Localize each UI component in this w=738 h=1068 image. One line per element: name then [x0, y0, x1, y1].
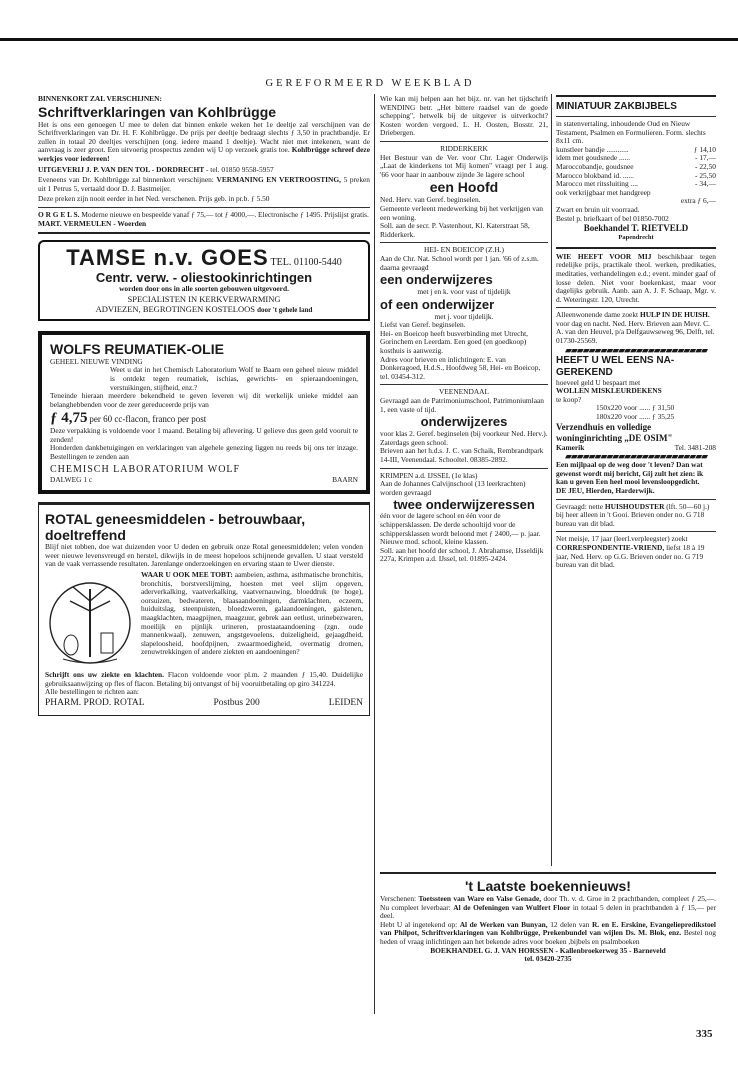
- tamse-line1: Centr. verw. - oliestookinrichtingen: [95, 270, 313, 286]
- mini-p3: Zwart en bruin uit voorraad.: [556, 204, 640, 214]
- rotal-p1: Blijf niet tobben, doe wat duizenden voor U deden en gebruik onze Rotal geneesmiddelen; velen vonden weer nieuwe levensvreugd en herstel, dikwijls in de meest hopeloos schijnende gevallen. U staat versteld van de vaak verrassende resultaten. Jarenlange onderzoekingen en ervaring staan te Uwer dienste.: [45, 542, 363, 569]
- osim-city: Kamerik: [556, 442, 585, 452]
- veen-p2: voor klas 2. Geref. beginselen (bij voorkeur Ned. Herv.). Zaterdags geen school.: [380, 429, 548, 447]
- corr-p1: Net meisje, 17 jaar (leerl.verpleegster) zoekt: [556, 534, 688, 544]
- rotal-emblem-icon: [45, 571, 135, 671]
- laatste-p1a: Verschenen:: [380, 894, 417, 903]
- osim-row2: 180x220 voor ...... ƒ 35,25: [596, 412, 675, 422]
- wolf-sub: GEHEEL NIEUWE VINDING: [50, 356, 143, 366]
- rotal-p2: aambeien, asthma, asthmatische bronchitis, bronchitis, borstverslijming, hoesten met veel slijm opgeven, aderverkalking, vaatverkalking, vaatvernauwing, bloeddruk (te hoge), oorsuizen, bedwateren, blaasaandoeningen, darmklachten, eczeem, huiduitslag, steenpuisten, bloedzweren, galaandoeningen, galstenen, maagklachten, maagpijnen, maagzuur, gebrek aan eetlust, urinebezwaren, moeilijk en pijnlijk urineren, prostaataandoening (zgn. oude mannenkwaal), zenuwen, angstgevoelens, duizeligheid, gejaagdheid, slapeloosheid, hoofdpijnen, zwaarmoedigheid, overmatig dromen, zenuwtrekkingen of andere ziekten en aandoeningen?: [141, 570, 363, 657]
- kohl-second: Eveneens van Dr. Kohlbrügge zal binnenkort verschijnen:: [38, 175, 214, 185]
- page-number: 335: [696, 1028, 713, 1040]
- kohl-publisher: UITGEVERIJ J. P. VAN DEN TOL - DORDRECHT: [38, 164, 205, 174]
- wolf-price: ƒ 4,75: [50, 410, 88, 427]
- wolf-price-rest: per 60 cc-flacon, franco per post: [89, 414, 207, 425]
- ridd-heading: RIDDERKERK: [440, 143, 488, 153]
- wie-p: beschikbaar tegen redelijke prijs, practikale theol. werken, predikaties, meditaties, verhandelingen e.d.; event. minder gaaf of losse delen. Niet voor boekenkast, maar voor dagelijks gebruik. Aanb. aan A. J. F. Schaap, Mgr. v. d. Weteringstr. 120, Utrecht.: [556, 251, 716, 304]
- jeu-bold: DE JEU, Hierden, Harderwijk.: [556, 486, 655, 495]
- hei-big1: een onderwijzeres: [380, 272, 493, 288]
- tamse-ad: [38, 240, 370, 321]
- column-rule: [374, 94, 375, 1014]
- tamse-line2: worden door ons in alle soorten gebouwen uitgevoerd.: [119, 284, 289, 294]
- huis-p1: Gevraagd: nette: [556, 501, 603, 511]
- kohl-kicker: BINNENKORT ZAL VERSCHIJNEN:: [38, 94, 162, 103]
- hei-heading: HEI- EN BOEICOP (Z.H.): [424, 245, 504, 255]
- veen-p3: Brieven aan het h.d.s. J. C. van Schaik, Rembrandtpark 14-III, Veenendaal. Schooltel. 08385-2892.: [380, 446, 544, 464]
- wolf-p4: Honderden dankbetuigingen en verklaringen van algehele genezing liggen nu reeds bij ons ter inzage. Bestellingen te zenden aan: [50, 443, 358, 462]
- hulp-p2: voor dag en nacht. Ned. Herv. Brieven aan Mevr. C. A. van den Heuvel, p/a Delfgauwseweg 96, Delft, tel. 01730-25569.: [556, 318, 715, 346]
- laatste-boekennieuws: [380, 872, 716, 964]
- laatste-p1e: in totaal 5 delen in prachtbanden à ƒ 15,— per deel.: [380, 902, 716, 921]
- laatste-p1d: Al de Oefeningen van Wulfert Floor: [453, 902, 571, 912]
- kohl-title: Schriftverklaringen van Kohlbrügge: [38, 103, 277, 120]
- rotal-p3: Flacon voldoende voor pl.m. 2 maanden ƒ 15,40. Duidelijke gebruiksaanwijzing op fles of flacon. Betaling bij ontvangst of bij vooruitbetaling op giro 341224.: [45, 670, 363, 688]
- wending-ad: Wie kan mij helpen aan het bijz. nr. van het tijdschrift WENDING betr. „Het bittere raadsel van de goede schepping", hetwelk bij de uitgever is uitverkocht? Kosten worden vergoed. L. H. Oosten, Bosstr. 21, Driebergen.: [380, 94, 548, 138]
- laatste-p1c: door Th. v. d. Groe in 2 prachtbanden, compleet ƒ 25,—. Nu compleet leverbaar:: [380, 894, 716, 912]
- wolf-p1: Weet u dat in het Chemisch Laboratorium Wolf te Baarn een geheel nieuw middel is ontdekt tegen reumatiek, ischias, gewrichts- en spieraandoeningen, verstuikingen, stijfheid, enz.?: [110, 365, 358, 392]
- kohl-tel: - tel. 01850 9558-5957: [205, 164, 274, 174]
- tamse-name: TAMSE n.v. GOES: [66, 245, 269, 271]
- price-item: Maroccobandje, goudsnee: [556, 161, 634, 171]
- wie-bold: WIE HEEFT VOOR MIJ: [556, 251, 652, 261]
- hei-p: Aan de Chr. Nat. School wordt per 1 jan. '66 of z.s.m. daarna gevraagd: [380, 253, 539, 272]
- rotal-addr2: Postbus 200: [213, 697, 260, 708]
- orgels-name: MART. VERMEULEN - Woerden: [38, 218, 147, 228]
- wolf-addr: DALWEG 1 c: [50, 474, 93, 484]
- laatste-p2b: Al de Werken van Bunyan,: [459, 919, 548, 929]
- huis-bold: HUISHOUDSTER: [604, 501, 665, 511]
- tamse-tel: TEL. 01100-5440: [270, 257, 342, 269]
- price-item: kunstleer bandje ............: [556, 144, 629, 154]
- krimp-p: Aan de Johannes Calvijnschool (13 leerkrachten) worden gevraagd: [380, 479, 526, 497]
- laatste-p2d: R. en E. Erskine, Evangeliepredikstoel van Philpot, Schriftverklaringen van Kohlbrügge, Prekenbundel van wijlen Ds. M. Blok, enz.: [380, 919, 716, 938]
- ridd-p: Het Bestuur van de Ver. voor Chr. Lager Onderwijs „Laat de kinderkens tot Mij komen" vraagt per 1 aug. '66 voor haar in aanbouw zijnde 3e lagere school: [380, 152, 548, 179]
- mini-city: Papendrecht: [618, 234, 654, 242]
- osim-tel: Tel. 3481-208: [674, 442, 716, 452]
- wolf-city: BAARN: [332, 474, 358, 484]
- krimp-p3: Soll. aan het hoofd der school, J. Abrahamse, IJsseldijk 227a, Krimpen a.d. IJssel, tel. 01895-2424.: [380, 545, 544, 564]
- laatste-p2c: 12 delen van: [550, 919, 590, 929]
- price-value: - 17,—: [695, 153, 716, 163]
- osim-bold: WOLLEN MISKLEURDEKENS: [556, 386, 662, 396]
- kohl-second-rest: 5 preken uit 1 Petrus 5, vertaald door D. J. Bastmeijer.: [38, 175, 370, 193]
- page-header: GEREFORMEERD WEEKBLAD: [265, 78, 475, 89]
- rotal-lead: WAAR U OOK MEE TOBT:: [141, 570, 233, 580]
- osim-p: hoeveel geld U bespaart met: [556, 377, 641, 387]
- middle-column: [380, 95, 548, 564]
- kohl-note: Deze preken zijn nooit eerder in het Ned. verschenen. Prijs geb. in pr.b. ƒ 5.50: [38, 194, 270, 204]
- mini-p2: ook verkrijgbaar met handgreep: [556, 187, 651, 197]
- wolf-title: WOLFS REUMATIEK-OLIE: [50, 340, 224, 357]
- ridd-p3: Gemeente verleent medewerking bij het verkrijgen van een woning.: [380, 203, 543, 222]
- osim-big: Verzendhuis en volledige woninginrichting „DE OSIM": [556, 421, 673, 443]
- wolf-p3: Deze verpakking is voldoende voor 1 maand. Betaling bij aflevering. U gelieve dus geen geld vooruit te zenden!: [50, 426, 358, 444]
- price-item: idem met goudsnede ......: [556, 153, 631, 163]
- rotal-title: ROTAL geneesmiddelen - betrouwbaar, doeltreffend: [45, 511, 306, 544]
- hei-big2: of een onderwijzer: [380, 296, 495, 312]
- laatste-title: 't Laatste boekennieuws!: [465, 878, 631, 894]
- right-column: [556, 95, 716, 570]
- hei-p6: Adres voor brieven en inlichtingen: E. van Donkeragoed, H.d.S., Hoofdweg 58, Hei- en Boeicop, tel. 03454-312.: [380, 354, 541, 381]
- krimp-heading: KRIMPEN a.d. IJSSEL: [380, 470, 450, 480]
- price-value: - 22,50: [695, 161, 716, 171]
- osim-row1: 150x220 voor ...... ƒ 31,50: [596, 403, 675, 413]
- wolf-lab: CHEMISCH LABORATORIUM WOLF: [50, 463, 241, 475]
- veen-heading: VEENENDAAL: [438, 387, 490, 397]
- mini-heading: MINIATUUR ZAKBIJBELS: [556, 101, 677, 112]
- wolf-p2: Teneinde hieraan meerdere bekendheid te geven leveren wij dit werkelijk unieke middel aan belanghebbenden voor de zeer gereduceerde prijs van: [50, 391, 358, 409]
- column-rule: [551, 94, 552, 866]
- kohl-second-title: VERMANING EN VERTROOSTING,: [216, 175, 341, 185]
- laatste-tel: tel. 03420-2735: [524, 954, 572, 964]
- rotal-addr3: LEIDEN: [328, 697, 363, 708]
- rotal-ad: [38, 502, 370, 716]
- orgels-lead: O R G E L S.: [38, 209, 80, 219]
- orgels-text: Moderne nieuwe en bespeelde vanaf ƒ 75,— tot ƒ 4000,—. Electronische ƒ 1495. Prijslijst gratis.: [81, 209, 369, 219]
- krimp-big: twee onderwijzeressen: [393, 497, 535, 513]
- price-value: - 25,50: [695, 170, 716, 180]
- kohl-body: Het is ons een genoegen U mee te delen dat binnen enkele weken het 1e deeltje zal verschijnen van de Schriftverklaringen van Dr. H. F. Kohlbrügge. De prijs per deeltje bedraagt slechts ƒ 3,50 in prachtbandje. Er zullen in totaal 20 deeltjes verschijnen (ong. iedere maand 1 deeltje). Wacht niet met intekenen, want de aanvraag is zeer groot. Een uitvoerig prospectus zenden wij U op verzoek gratis toe.: [38, 119, 370, 155]
- rotal-p4: Alle bestellingen te richten aan:: [45, 687, 139, 697]
- corr-bold: CORRESPONDENTIE-VRIEND,: [556, 542, 665, 552]
- tamse-line4b: door 't gehele land: [257, 305, 313, 314]
- krimp-heading2: (1e klas): [451, 470, 478, 480]
- krimp-p2: één voor de lagere school en één voor de schippersklassen. De derde schooltijd voor de schippersklassen wordt beloond met ƒ 2400,— p. jaar. Nieuwe mod. school, kleine klassen.: [380, 511, 541, 547]
- ridd-big: een Hoofd: [429, 179, 499, 196]
- ornament-rule: ▰▰▰▰▰▰▰▰▰▰▰▰▰▰▰▰▰▰▰▰▰▰▰▰: [564, 345, 708, 355]
- osim-p2: te koop?: [556, 394, 582, 404]
- osim-heading: HEEFT U WEL EENS NA-GEREKEND: [556, 354, 675, 378]
- jeu-p: Een mijlpaal op de weg door 't leven? Dan wat gewenst wordt mij bericht, Gij zult het zien: ik kan u geven Een heel mooi levensloopgedicht.: [556, 460, 704, 487]
- huis-p2: (lft. 50—60 j.) bij heer alleen in 't Gooi. Brieven onder no. G 718 bureau van dit blad.: [556, 501, 710, 528]
- laatste-p2e: Bestel nog heden of vraag inlichtingen aan het bekende adres voor boeken ,bijbels en psalmboeken: [380, 928, 716, 946]
- hei-p2: met j en k. voor vast of tijdelijk: [417, 287, 511, 297]
- mini-p4: Bestel p. briefkaart of bel 01850-7002: [556, 213, 669, 223]
- hulp-p1: Alleenwonende dame zoekt: [556, 310, 639, 320]
- price-value: - 34,—: [695, 179, 716, 189]
- rotal-p3b: Schrijft ons uw ziekte en klachten.: [45, 670, 164, 680]
- hulp-bold: HULP IN DE HUISH.: [639, 310, 710, 320]
- tamse-line4: ADVIEZEN, BEGROTINGEN KOSTELOOS: [95, 303, 255, 314]
- ridd-p4: Soll. aan de secr. P. Vastenhout, Kl. Katerstraat 58, Ridderkerk.: [380, 221, 530, 239]
- veen-p: Gevraagd aan de Patrimoniumschool, Patrimoniumlaan 1, een vaste of tijd.: [380, 396, 544, 414]
- tamse-line3: SPECIALISTEN IN KERKVERWARMING: [127, 293, 281, 304]
- left-column: [38, 95, 370, 716]
- top-border: [0, 0, 738, 41]
- mini-extra: extra ƒ 6,—: [680, 196, 716, 206]
- rotal-addr1: PHARM. PROD. ROTAL: [45, 697, 145, 708]
- wolf-ad: [38, 331, 370, 495]
- price-item: Marocco blokband id. ......: [556, 170, 634, 180]
- ornament-rule: ▰▰▰▰▰▰▰▰▰▰▰▰▰▰▰▰▰▰▰▰▰▰▰▰: [564, 452, 708, 462]
- mini-p: in statenvertaling, inhoudende Oud en Nieuw Testament, Psalmen en Formulieren. Form. slechts 8x11 cm.: [556, 119, 706, 146]
- laatste-shop: BOEKHANDEL G. J. VAN HORSSEN - Kallenbroekerweg 35 - Barneveld: [430, 945, 666, 955]
- hei-p4: Liefst van Geref. beginselen.: [380, 320, 466, 330]
- corr-p2: liefst 18 à 19 jaar, Ned. Herv. op G.G. Brieven onder no. G 719 bureau van dit blad.: [556, 542, 705, 570]
- price-item: Marocco met ritssluiting ....: [556, 179, 638, 189]
- hei-p5: Hei- en Boeicop heeft busverbinding met Utrecht, Gorinchem en Leerdam. Een goed (en goedkoop) kosthuis is aanwezig.: [380, 328, 528, 356]
- laatste-p2a: Hebt U al ingetekend op:: [380, 919, 458, 929]
- kohl-bold: Kohlbrügge schreef deze werkjes voor iedereen!: [38, 145, 370, 163]
- mini-shop: Boekhandel T. RIETVELD: [583, 223, 689, 234]
- laatste-p1b: Toetssteen van Ware en Valse Genade,: [418, 894, 542, 903]
- price-value: ƒ 14,10: [693, 144, 716, 154]
- hei-p3: met j. voor tijdelijk.: [434, 311, 494, 321]
- ridd-p2: Ned. Herv. van Geref. beginselen.: [380, 195, 481, 205]
- veen-big: onderwijzeres: [420, 414, 508, 430]
